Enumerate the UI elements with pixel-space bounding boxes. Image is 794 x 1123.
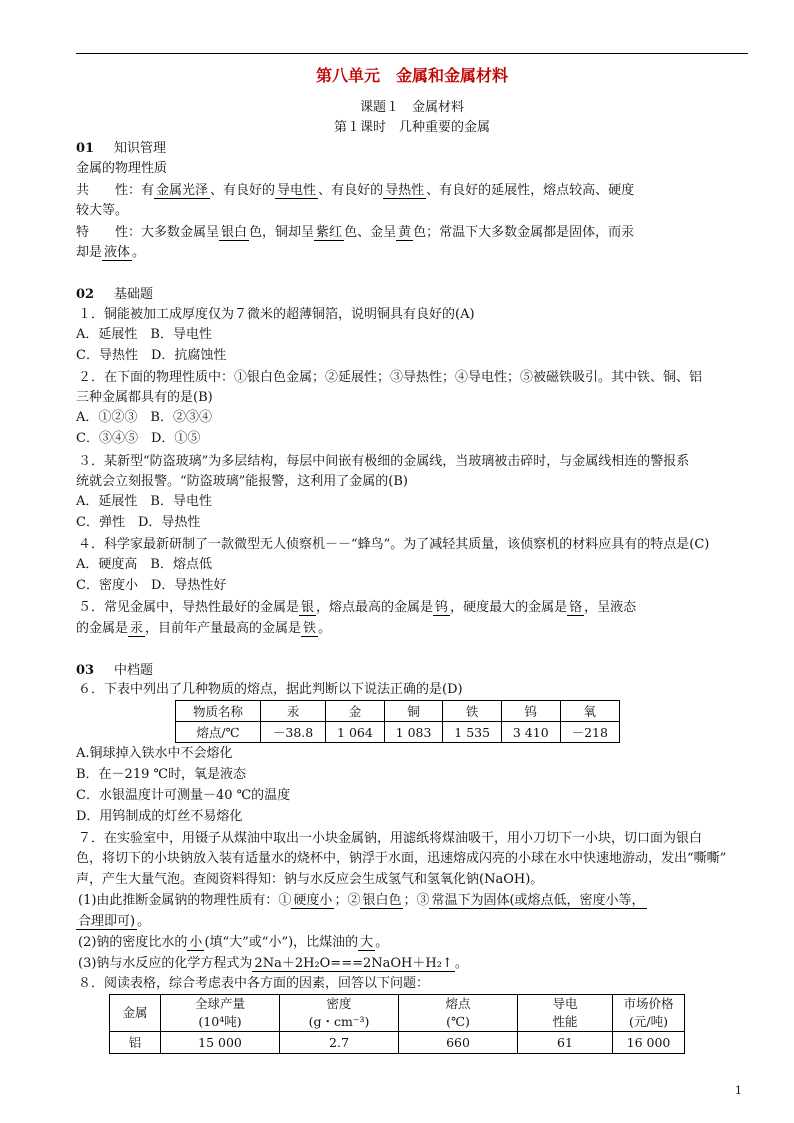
header-rule — [76, 53, 748, 54]
section-name: 中档题 — [114, 663, 154, 678]
question-7-line-3: 声，产生大量气泡。查阅资料得知：钠与水反应会生成氢气和氢氧化钠(NaOH)。 — [76, 872, 544, 887]
question-5: ５．常见金属中，导热性最好的金属是 银 ，熔点最高的金属是 钨 ，硬度最大的金属是 铬 ，呈液态 — [78, 600, 637, 615]
question-3-line-2: 统就会立刻报警。“防盗玻璃”能报警，这利用了金属的(B) — [76, 474, 408, 489]
answer-blank: 银 — [301, 600, 315, 615]
question-7-line-2: 色，将切下的小块钠放入装有适量水的烧杯中，钠浮于水面，迅速熔成闪亮的小球在水中快速地游动，发出“嘶嘶” — [76, 851, 727, 866]
question-8: ８．阅读表格，综合考虑表中各方面的因素，回答以下问题： — [78, 976, 430, 991]
melting-point-table — [175, 700, 620, 743]
table-header-row: 金属 全球产量 (10⁴吨) 密度 (g・cm⁻³) 熔点 (℃) 导电 性能 市场价格 (元/吨) — [110, 995, 685, 1032]
period-title: 第１课时 几种重要的金属 — [333, 120, 490, 135]
answer-blank: 铁 — [303, 621, 317, 636]
page-number: 1 — [735, 1084, 742, 1097]
answer-blank: 导热性 — [385, 183, 425, 198]
question-1-options-cd: C．导热性 D．抗腐蚀性 — [76, 348, 227, 363]
question-3: ３．某新型“防盗玻璃”为多层结构，每层中间嵌有极细的金属线，当玻璃被击碎时，与金属线相连的警报系 — [78, 454, 690, 469]
common-properties-line-2: 较大等。 — [76, 203, 129, 218]
answer-blank: 硬度小 — [293, 893, 333, 908]
special-properties-line: 特 性：大多数金属呈 银白 色，铜却呈 紫红 色、金呈 黄 色；常温下大多数金属都是固体，而汞 — [76, 225, 635, 240]
question-2: ２．在下面的物理性质中：①银白色金属；②延展性；③导热性；④导电性；⑤被磁铁吸引。其中铁、铜、铝 — [78, 370, 703, 385]
answer-blank: 黄 — [398, 225, 412, 240]
question-1-options-ab: A．延展性 B．导电性 — [76, 327, 212, 342]
question-6: ６．下表中列出了几种物质的熔点，据此判断以下说法正确的是(D) — [78, 682, 463, 697]
question-6-option-a: A.铜球掉入铁水中不会熔化 — [76, 746, 233, 761]
section-number: 02 — [76, 287, 95, 302]
question-2-options-ab: A．①②③ B．②③④ — [76, 410, 212, 425]
answer-blank: 合理即可) — [78, 914, 136, 929]
question-4: ４．科学家最新研制了一款微型无人侦察机－－“蜂鸟”。为了减轻其质量，该侦察机的材料应具有的特点是(C) — [78, 537, 710, 552]
question-6-option-c: C．水银温度计可测量－40 ℃的温度 — [76, 788, 291, 803]
question-4-options-ab: A．硬度高 B．熔点低 — [76, 557, 212, 572]
answer-blank: 紫红 — [316, 225, 343, 240]
answer-blank: 大 — [360, 935, 374, 950]
answer-blank: 银白 — [221, 225, 248, 240]
answer-blank: 小 — [189, 935, 203, 950]
question-6-option-d: D．用钨制成的灯丝不易熔化 — [76, 809, 243, 824]
question-6-option-b: B．在－219 ℃时，氧是液态 — [76, 767, 247, 782]
table-row: 铝 15 000 2.7 660 61 16 000 — [110, 1032, 685, 1054]
section-02-heading — [76, 285, 748, 305]
table-header-row: 物质名称 汞 金 铜 铁 钨 氧 — [176, 701, 620, 722]
answer-blank: 铬 — [569, 600, 583, 615]
section-number: 01 — [76, 141, 95, 156]
section-01-heading — [76, 139, 748, 159]
question-7-sub-1: (1)由此推断金属钠的物理性质有：① 硬度小 ；② 银白色 ；③ 常温下为固体(或熔点低，密度小等， — [78, 893, 645, 908]
question-4-options-cd: C．密度小 D．导热性好 — [76, 578, 227, 593]
question-5-line-2: 的金属是 汞 ，目前年产量最高的金属是 铁 。 — [76, 621, 332, 636]
question-7: ７．在实验室中，用镊子从煤油中取出一小块金属钠，用滤纸将煤油吸干，用小刀切下一小块，切口面为银白 — [78, 831, 703, 846]
special-properties-line-2: 却是 液体 。 — [76, 245, 146, 260]
question-3-options-ab: A．延展性 B．导电性 — [76, 494, 212, 509]
answer-blank: 2Na＋2H₂O===2NaOH＋H₂↑ — [254, 956, 453, 971]
question-7-sub-1-line-2: 合理即可) 。 — [78, 914, 151, 929]
answer-blank: 导电性 — [277, 183, 317, 198]
answer-blank: 常温下为固体(或熔点低，密度小等， — [431, 893, 645, 908]
question-7-sub-2: (2)钠的密度比水的 小 (填“大”或“小”)，比煤油的 大 。 — [78, 935, 389, 950]
section-name: 知识管理 — [114, 141, 167, 156]
question-2-options-cd: C．③④⑤ D．①⑤ — [76, 431, 201, 446]
question-7-sub-3: (3)钠与水反应的化学方程式为 2Na＋2H₂O===2NaOH＋H₂↑ 。 — [78, 956, 468, 971]
answer-blank: 汞 — [130, 621, 144, 636]
lesson-title: 课题１ 金属材料 — [359, 100, 464, 115]
question-3-options-cd: C．弹性 D．导热性 — [76, 515, 201, 530]
answer-blank: 液体 — [104, 245, 131, 260]
question-2-line-2: 三种金属都具有的是(B) — [76, 390, 213, 405]
answer-blank: 金属光泽 — [156, 183, 209, 198]
topic-line: 金属的物理性质 — [76, 161, 168, 176]
answer-blank: 银白色 — [362, 893, 402, 908]
unit-title: 第八单元 金属和金属材料 — [315, 66, 508, 85]
question-1: １．铜能被加工成厚度仅为７微米的超薄铜箔，说明铜具有良好的(A) — [78, 307, 475, 322]
section-03-heading — [76, 661, 748, 681]
section-number: 03 — [76, 663, 95, 678]
common-properties-line: 共 性：有 金属光泽 、有良好的 导电性 、有良好的 导热性 、有良好的延展性，熔点较高、硬度 — [76, 183, 635, 198]
answer-blank: 钨 — [435, 600, 449, 615]
section-name: 基础题 — [114, 287, 154, 302]
table-row: 熔点/℃ －38.8 1 064 1 083 1 535 3 410 －218 — [176, 722, 620, 743]
metal-comparison-table — [109, 994, 685, 1054]
